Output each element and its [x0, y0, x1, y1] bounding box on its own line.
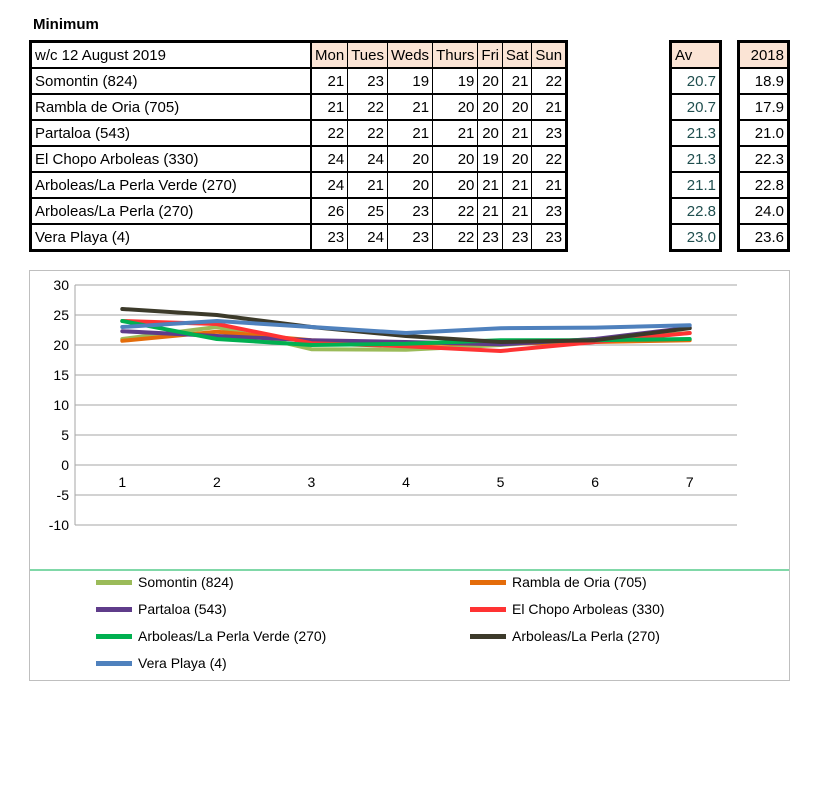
- day-value: 20: [502, 146, 532, 172]
- legend-label: Arboleas/La Perla Verde (270): [138, 628, 327, 644]
- day-header: Fri: [478, 42, 503, 69]
- day-value: 21: [348, 172, 388, 198]
- y-tick-label: 25: [53, 307, 69, 323]
- day-value: 23: [311, 224, 348, 251]
- year-2018-table: [737, 40, 790, 252]
- average-value: 20.7: [671, 68, 721, 94]
- day-value: 23: [532, 120, 567, 146]
- average-value: 22.8: [671, 198, 721, 224]
- table-row: [31, 68, 567, 94]
- day-value: 21: [532, 172, 567, 198]
- legend-swatch: [470, 634, 506, 639]
- table-row: [31, 120, 567, 146]
- y-tick-label: -10: [48, 517, 69, 533]
- table-row: [31, 146, 567, 172]
- year-value: 22.8: [739, 172, 789, 198]
- y-tick-label: 30: [53, 277, 69, 293]
- day-value: 21: [502, 172, 532, 198]
- y-tick-label: 15: [53, 367, 69, 383]
- legend-label: Rambla de Oria (705): [512, 574, 647, 590]
- legend-label: Vera Playa (4): [138, 655, 227, 671]
- table-row: [31, 198, 567, 224]
- day-value: 23: [387, 198, 432, 224]
- average-table: [669, 40, 722, 252]
- legend-swatch: [470, 580, 506, 585]
- y-tick-label: 10: [53, 397, 69, 413]
- legend-item: [96, 574, 234, 590]
- day-value: 22: [348, 120, 388, 146]
- day-value: 19: [433, 68, 478, 94]
- average-value: 21.3: [671, 146, 721, 172]
- year-header: 2018: [739, 42, 789, 69]
- y-tick-label: 20: [53, 337, 69, 353]
- day-value: 21: [502, 68, 532, 94]
- chart-plot: [30, 271, 789, 680]
- day-value: 24: [311, 146, 348, 172]
- x-tick-label: 7: [685, 474, 694, 490]
- station-name: Vera Playa (4): [31, 224, 312, 251]
- legend-label: Partaloa (543): [138, 601, 227, 617]
- day-value: 19: [478, 146, 503, 172]
- legend-label: El Chopo Arboleas (330): [512, 601, 665, 617]
- day-value: 24: [348, 146, 388, 172]
- x-tick-label: 2: [212, 474, 221, 490]
- y-tick-label: 0: [61, 457, 69, 473]
- day-value: 20: [387, 146, 432, 172]
- station-name: Partaloa (543): [31, 120, 312, 146]
- day-header: Mon: [311, 42, 348, 69]
- line-chart: [29, 270, 790, 681]
- table-title: Minimum: [33, 16, 99, 33]
- year-value: 21.0: [739, 120, 789, 146]
- day-value: 21: [502, 198, 532, 224]
- legend-swatch: [96, 580, 132, 585]
- day-value: 21: [387, 120, 432, 146]
- year-value: 18.9: [739, 68, 789, 94]
- station-name: Arboleas/La Perla Verde (270): [31, 172, 312, 198]
- day-value: 22: [532, 68, 567, 94]
- temperature-table: [29, 40, 568, 252]
- station-name: Rambla de Oria (705): [31, 94, 312, 120]
- day-value: 22: [311, 120, 348, 146]
- day-value: 22: [532, 146, 567, 172]
- average-value: 23.0: [671, 224, 721, 251]
- day-value: 23: [348, 68, 388, 94]
- day-value: 20: [387, 172, 432, 198]
- day-value: 23: [532, 224, 567, 251]
- day-value: 21: [433, 120, 478, 146]
- x-tick-label: 6: [591, 474, 600, 490]
- day-value: 20: [478, 94, 503, 120]
- week-label: w/c 12 August 2019: [31, 42, 312, 69]
- day-header: Sun: [532, 42, 567, 69]
- y-tick-label: 5: [61, 427, 69, 443]
- legend-item: [470, 574, 647, 590]
- x-tick-label: 1: [118, 474, 127, 490]
- table-header-row: [31, 42, 567, 69]
- legend-swatch: [96, 634, 132, 639]
- day-value: 26: [311, 198, 348, 224]
- table-row: [31, 94, 567, 120]
- x-tick-label: 3: [307, 474, 316, 490]
- day-value: 21: [311, 94, 348, 120]
- day-value: 22: [433, 224, 478, 251]
- day-value: 24: [311, 172, 348, 198]
- day-value: 21: [478, 172, 503, 198]
- day-value: 20: [502, 94, 532, 120]
- legend-label: Somontin (824): [138, 574, 234, 590]
- day-value: 20: [433, 172, 478, 198]
- day-value: 25: [348, 198, 388, 224]
- legend-swatch: [470, 607, 506, 612]
- x-tick-label: 5: [496, 474, 505, 490]
- year-value: 23.6: [739, 224, 789, 251]
- legend-label: Arboleas/La Perla (270): [512, 628, 660, 644]
- year-value: 22.3: [739, 146, 789, 172]
- average-value: 20.7: [671, 94, 721, 120]
- legend-swatch: [96, 661, 132, 666]
- average-header: Av: [671, 42, 721, 69]
- year-value: 17.9: [739, 94, 789, 120]
- legend-item: [470, 601, 665, 617]
- day-header: Tues: [348, 42, 388, 69]
- average-value: 21.1: [671, 172, 721, 198]
- day-value: 23: [532, 198, 567, 224]
- day-header: Weds: [387, 42, 432, 69]
- day-value: 20: [433, 94, 478, 120]
- year-value: 24.0: [739, 198, 789, 224]
- legend-item: [96, 601, 227, 617]
- day-value: 21: [502, 120, 532, 146]
- day-value: 20: [478, 68, 503, 94]
- day-value: 22: [433, 198, 478, 224]
- day-value: 19: [387, 68, 432, 94]
- day-value: 21: [478, 198, 503, 224]
- station-name: El Chopo Arboleas (330): [31, 146, 312, 172]
- day-value: 22: [348, 94, 388, 120]
- day-value: 23: [478, 224, 503, 251]
- station-name: Arboleas/La Perla (270): [31, 198, 312, 224]
- day-value: 20: [433, 146, 478, 172]
- legend-swatch: [96, 607, 132, 612]
- x-tick-label: 4: [402, 474, 410, 490]
- table-row: [31, 172, 567, 198]
- day-value: 23: [502, 224, 532, 251]
- day-value: 21: [532, 94, 567, 120]
- station-name: Somontin (824): [31, 68, 312, 94]
- y-tick-label: -5: [56, 487, 69, 503]
- day-header: Sat: [502, 42, 532, 69]
- day-value: 23: [387, 224, 432, 251]
- table-row: [31, 224, 567, 251]
- day-value: 21: [387, 94, 432, 120]
- day-value: 20: [478, 120, 503, 146]
- day-value: 24: [348, 224, 388, 251]
- legend-item: [96, 628, 326, 644]
- day-value: 21: [311, 68, 348, 94]
- day-header: Thurs: [433, 42, 478, 69]
- legend-item: [96, 655, 227, 671]
- average-value: 21.3: [671, 120, 721, 146]
- legend-item: [470, 628, 660, 644]
